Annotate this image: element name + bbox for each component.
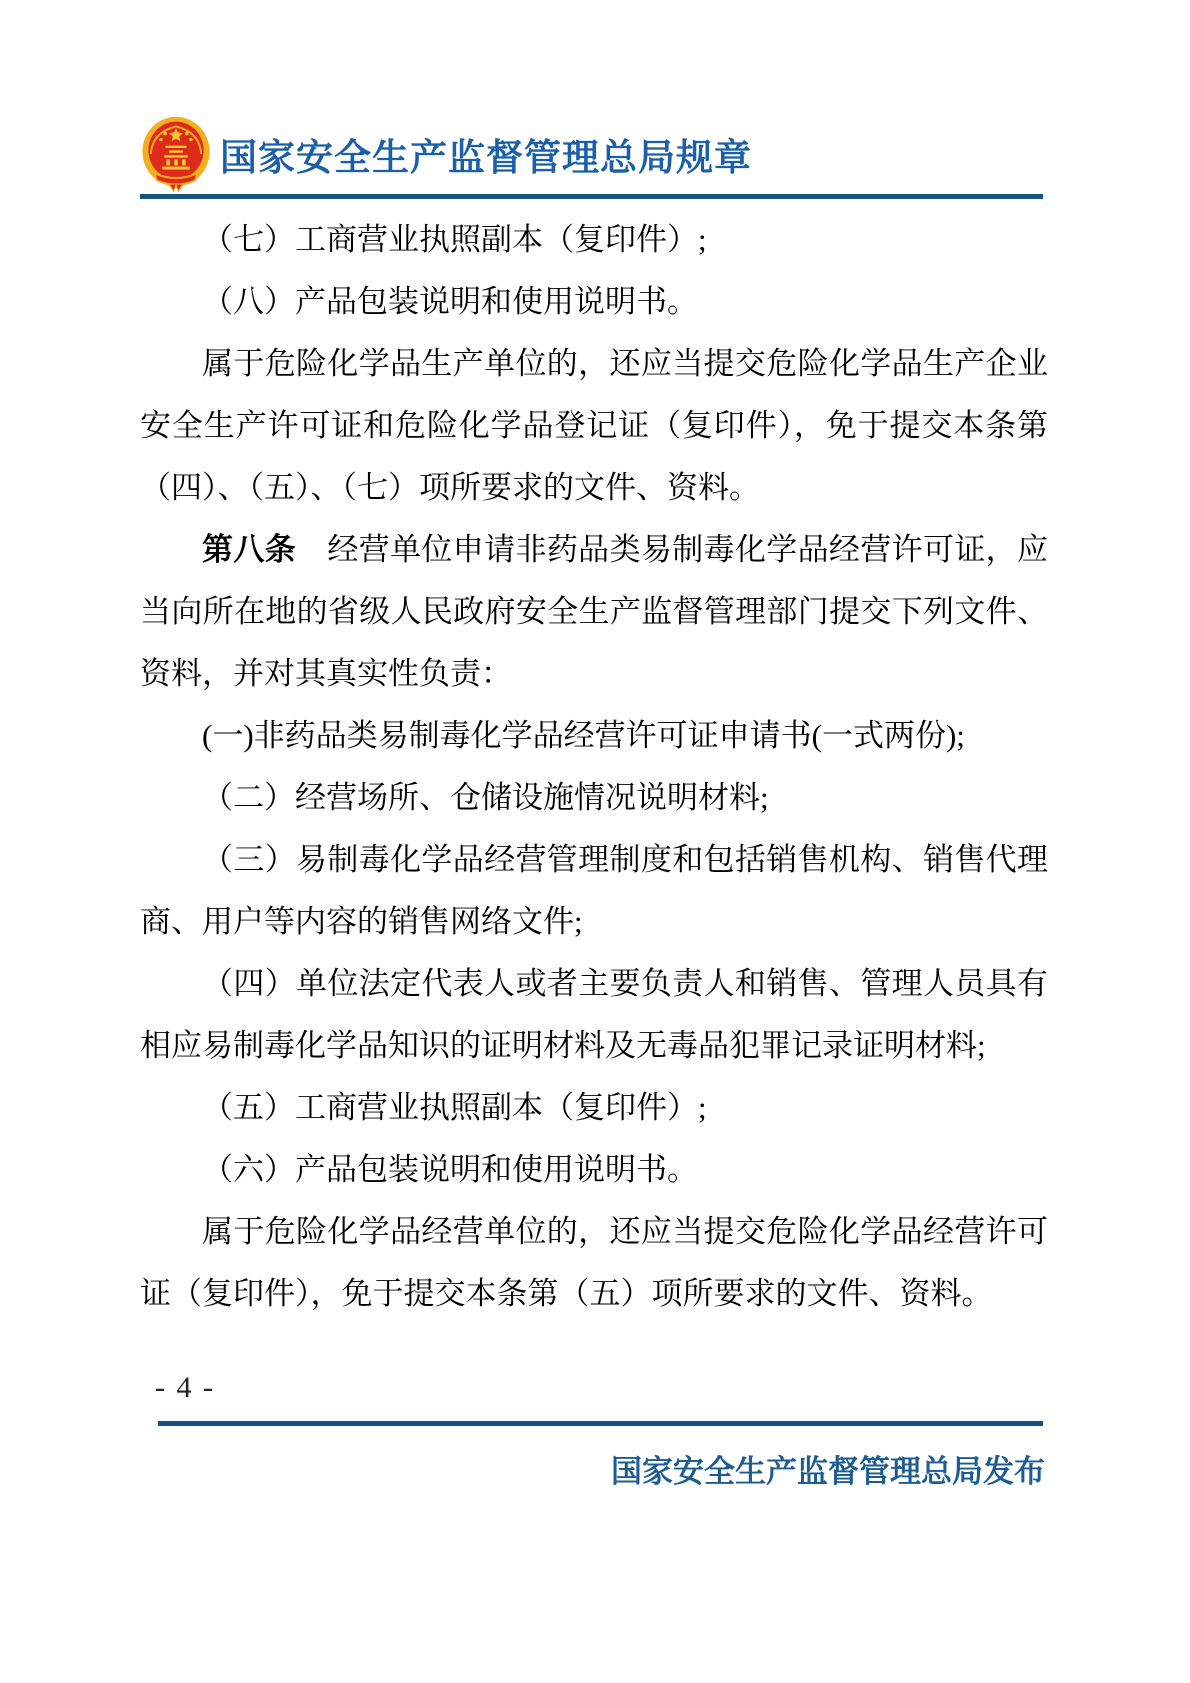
header-row bbox=[140, 114, 1050, 194]
footer-rule bbox=[158, 1421, 1043, 1426]
paragraph-item-5 bbox=[140, 1077, 1048, 1139]
paragraph-text: （六）产品包装说明和使用说明书。 bbox=[202, 1152, 698, 1187]
paragraph-item-1 bbox=[140, 705, 1048, 767]
paragraph-text: （三）易制毒化学品经营管理制度和包括销售机构、销售代理商、用户等内容的销售网络文件; bbox=[140, 842, 1048, 939]
page-header bbox=[0, 114, 1190, 199]
national-emblem-icon bbox=[140, 115, 212, 193]
paragraph-operating-unit-note bbox=[140, 1201, 1048, 1325]
paragraph-text: (一)非药品类易制毒化学品经营许可证申请书(一式两份); bbox=[202, 718, 965, 753]
paragraph-item-6 bbox=[140, 1139, 1048, 1201]
paragraph-item-3 bbox=[140, 829, 1048, 953]
header-title: 国家安全生产监督管理总局规章 bbox=[220, 137, 752, 178]
page-number: - 4 - bbox=[155, 1371, 215, 1404]
article-number-label: 第八条 bbox=[202, 532, 297, 567]
page-footer bbox=[0, 1371, 1190, 1491]
paragraph-text: （八）产品包装说明和使用说明书。 bbox=[202, 284, 698, 319]
paragraph-text: 属于危险化学品经营单位的，还应当提交危险化学品经营许可证（复印件），免于提交本条第（五）项所要求的文件、资料。 bbox=[140, 1214, 1048, 1311]
paragraph-item-2 bbox=[140, 767, 1048, 829]
paragraph-item-4 bbox=[140, 953, 1048, 1077]
header-rule bbox=[140, 194, 1043, 199]
paragraph-text: 经营单位申请非药品类易制毒化学品经营许可证，应当向所在地的省级人民政府安全生产监督管理部门提交下列文件、资料，并对其真实性负责： bbox=[140, 532, 1049, 691]
paragraph-article-8 bbox=[140, 519, 1048, 705]
paragraph-production-unit-note bbox=[140, 333, 1048, 519]
paragraph-text: （五）工商营业执照副本（复印件）; bbox=[202, 1090, 707, 1125]
paragraph-text: 属于危险化学品生产单位的，还应当提交危险化学品生产企业安全生产许可证和危险化学品登记证（复印件），免于提交本条第（四）、（五）、（七）项所要求的文件、资料。 bbox=[140, 346, 1048, 505]
paragraph-text: （二）经营场所、仓储设施情况说明材料; bbox=[202, 780, 769, 815]
document-body bbox=[140, 209, 1048, 1325]
paragraph-text: （四）单位法定代表人或者主要负责人和销售、管理人员具有相应易制毒化学品知识的证明材料及无毒品犯罪记录证明材料; bbox=[140, 966, 1048, 1063]
paragraph-text: （七）工商营业执照副本（复印件）; bbox=[202, 222, 707, 257]
publisher-label: 国家安全生产监督管理总局发布 bbox=[611, 1454, 1045, 1489]
paragraph-item-8 bbox=[140, 271, 1048, 333]
paragraph-item-7 bbox=[140, 209, 1048, 271]
